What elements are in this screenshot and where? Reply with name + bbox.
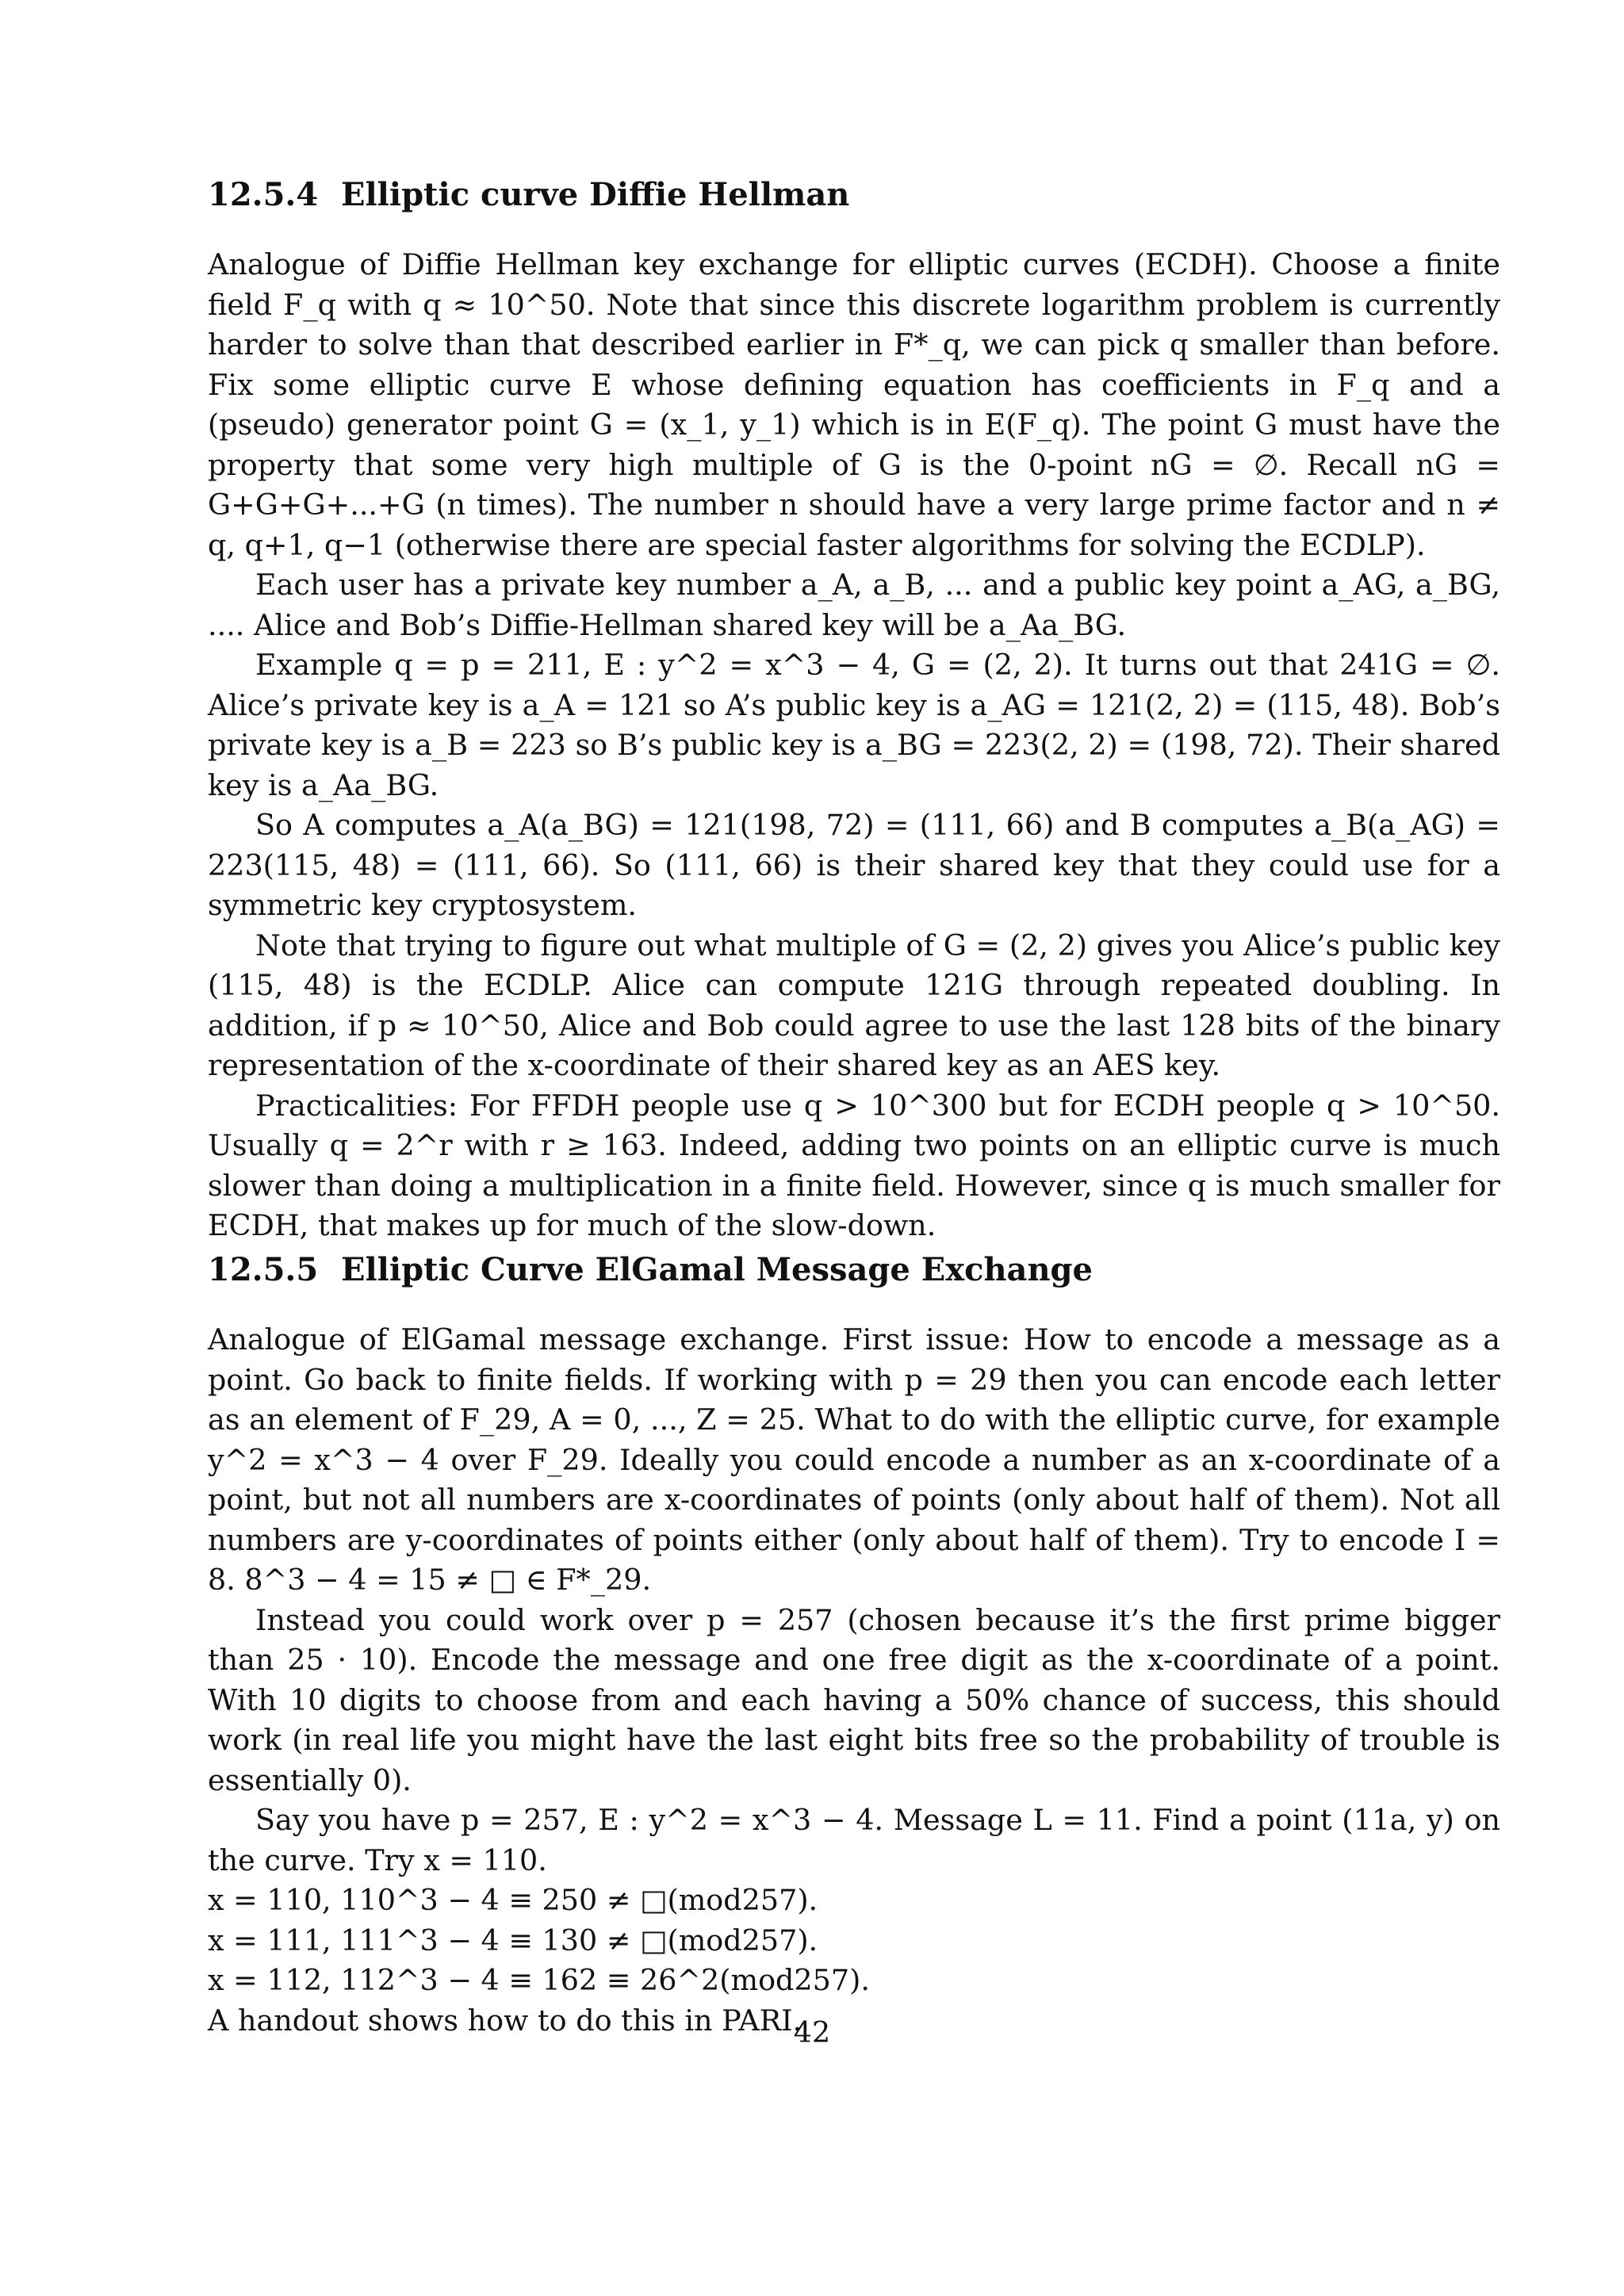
paragraph: Practicalities: For FFDH people use q > 10^300 but for ECDH people q > 10^50. Usually q = 2^r with r ≥ 163. Indeed, adding two points on an elliptic curve is much slower than doing a multiplication in a finite field. However, since q is much smaller for ECDH, that makes up for much of the slow-down.	[208, 1088, 1500, 1242]
paragraph: Analogue of ElGamal message exchange. First issue: How to encode a message as a point. Go back to finite fields. If working with p = 29 then you can encode each letter as an element of F_29, A = 0, ..., Z = 25. What to do with the elliptic curve, for example y^2 = x^3 − 4 over F_29. Ideally you could encode a number as an x-coordinate of a point, but not all numbers are x-coordinates of points (only about half of them). Not all numbers are y-coordinates of points either (only about half of them). Try to encode I = 8. 8^3 − 4 = 15 ≠ □ ∈ F*_29.	[208, 1322, 1500, 1597]
paragraph: Each user has a private key number a_A, a_B, ... and a public key point a_AG, a_BG, .... Alice and Bob’s Diffie-Hellman shared key will be a_Aa_BG.	[208, 568, 1500, 642]
paragraph: So A computes a_A(a_BG) = 121(198, 72) = (111, 66) and B computes a_B(a_AG) = 223(115, 48) = (111, 66). So (111, 66) is their shared key that they could use for a symmetric key cryptosystem.	[208, 808, 1500, 922]
paragraph: Example q = p = 211, E : y^2 = x^3 − 4, G = (2, 2). It turns out that 241G = ∅. Alice’s private key is a_A = 121 so A’s public key is a_AG = 121(2, 2) = (115, 48). Bob’s private key is a_B = 223 so B’s public key is a_BG = 223(2, 2) = (198, 72). Their shared key is a_Aa_BG.	[208, 648, 1500, 802]
section-heading	[208, 176, 1500, 213]
page-number: 42	[793, 2015, 831, 2049]
paragraph: Analogue of Diffie Hellman key exchange for elliptic curves (ECDH). Choose a finite field F_q with q ≈ 10^50. Note that since this discrete logarithm problem is currently harder to solve than that described earlier in F*_q, we can pick q smaller than before. Fix some elliptic curve E whose defining equation has coefficients in F_q and a (pseudo) generator point G = (x_1, y_1) which is in E(F_q). The point G must have the property that some very high multiple of G is the 0-point nG = ∅. Recall nG = G+G+G+...+G (n times). The number n should have a very large prime factor and n ≠ q, q+1, q−1 (otherwise there are special faster algorithms for solving the ECDLP).	[208, 247, 1500, 562]
equation-line: x = 110, 110^3 − 4 ≡ 250 ≠ □(mod257).	[208, 1883, 818, 1917]
paragraph: Instead you could work over p = 257 (chosen because it’s the first prime bigger than 25 · 10). Encode the message and one free digit as the x-coordinate of a point. With 10 digits to choose from and each having a 50% chance of success, this should work (in real life you might have the last eight bits free so the probability of trouble is essentially 0).	[208, 1602, 1500, 1797]
section-title: Elliptic Curve ElGamal Message Exchange	[341, 1251, 1093, 1288]
paragraph: Say you have p = 257, E : y^2 = x^3 − 4. Message L = 11. Find a point (11a, y) on the curve. Try x = 110.	[208, 1803, 1500, 1877]
section-12-5-5	[208, 1251, 1500, 2041]
section-12-5-4	[208, 176, 1500, 1246]
section-number: 12.5.5	[208, 1251, 319, 1288]
equation-line: x = 112, 112^3 − 4 ≡ 162 ≡ 26^2(mod257).	[208, 1963, 870, 1997]
equation-line: x = 111, 111^3 − 4 ≡ 130 ≠ □(mod257).	[208, 1923, 818, 1957]
paragraph: Note that trying to figure out what multiple of G = (2, 2) gives you Alice’s public key (115, 48) is the ECDLP. Alice can compute 121G through repeated doubling. In addition, if p ≈ 10^50, Alice and Bob could agree to use the last 128 bits of the binary representation of the x-coordinate of their shared key as an AES key.	[208, 928, 1500, 1082]
section-title: Elliptic curve Diffie Hellman	[341, 176, 850, 213]
section-heading	[208, 1251, 1500, 1288]
section-number: 12.5.4	[208, 176, 319, 213]
paragraph: A handout shows how to do this in PARI.	[208, 2003, 802, 2038]
